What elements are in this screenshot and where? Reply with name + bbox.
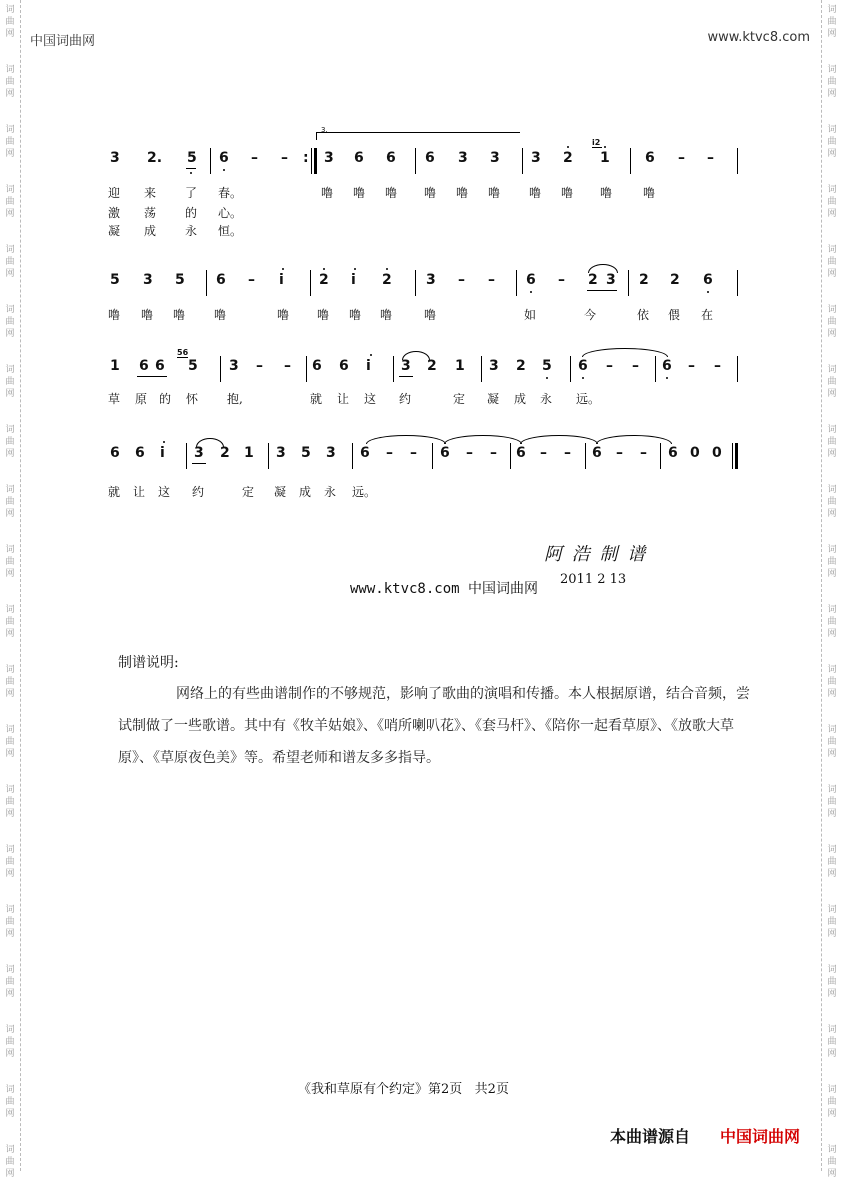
lyric: 远。 [576, 392, 601, 406]
low-dot [223, 169, 225, 171]
lyric: 依 [637, 308, 650, 322]
rest: 0 [712, 445, 722, 461]
barline [660, 443, 661, 469]
watermark-label: 词 曲 网 [827, 485, 837, 519]
note: 6 [440, 445, 450, 461]
dash: – [490, 445, 497, 461]
lyric: 噜 [214, 308, 227, 322]
lyric: 这 [364, 392, 377, 406]
watermark-label: 词 曲 网 [5, 425, 15, 459]
high-dot [354, 268, 356, 270]
note: 2. [147, 150, 163, 166]
watermark-label: 词 曲 网 [5, 65, 15, 99]
tie [366, 435, 446, 444]
note: 6 [219, 150, 229, 166]
note: 5 [175, 272, 185, 288]
barline [268, 443, 269, 469]
watermark-label: 词 曲 网 [5, 125, 15, 159]
high-dot [386, 268, 388, 270]
lyric: 凝 [487, 392, 500, 406]
lyric: 原 [135, 392, 148, 406]
header-site-name: 中国词曲网 [30, 34, 96, 49]
barline [432, 443, 433, 469]
note: 1 [110, 358, 120, 374]
note: i [351, 272, 356, 288]
note: 3 [110, 150, 120, 166]
barline [630, 148, 631, 174]
high-dot [370, 354, 372, 356]
watermark-label: 词 曲 网 [5, 965, 15, 999]
notes-body: 网络上的有些曲谱制作的不够规范，影响了歌曲的演唱和传播。本人根据原谱，结合音频，尝试制做了一些歌谱。其中有《牧羊姑娘》、《哨所喇叭花》、《套马杆》、《陪你一起看草原》、《放歌大草原》、《草原夜色美》等。希望老师和谱友多多指导。 [118, 686, 750, 766]
dash: – [466, 445, 473, 461]
high-dot [323, 268, 325, 270]
note: 3 [143, 272, 153, 288]
note: 6 [386, 150, 396, 166]
lyric: 噜 [141, 308, 154, 322]
note: 6 [312, 358, 322, 374]
lyric: 凝 [108, 224, 121, 238]
low-dot [190, 172, 192, 174]
watermark-label: 词 曲 网 [827, 425, 837, 459]
underline [399, 376, 413, 377]
dash: – [564, 445, 571, 461]
lyric: 约 [192, 485, 205, 499]
dash: – [678, 150, 685, 166]
tie [520, 435, 598, 444]
lyric: 噜 [488, 186, 501, 200]
barline [737, 356, 738, 382]
barline [737, 148, 738, 174]
watermark-label: 词 曲 网 [5, 1085, 15, 1119]
lyric: 噜 [108, 308, 121, 322]
note: 6 [155, 358, 165, 374]
watermark-label: 词 曲 网 [827, 1025, 837, 1059]
note: 6 [339, 358, 349, 374]
watermark-label: 词 曲 网 [827, 65, 837, 99]
score-row-3 [0, 348, 842, 384]
date: 2011 2 13 [560, 572, 627, 587]
underline [186, 168, 196, 169]
low-dot [666, 377, 668, 379]
watermark-label: 词 曲 网 [5, 725, 15, 759]
note: i [160, 445, 165, 461]
barline-thick [314, 148, 317, 174]
barline [510, 443, 511, 469]
dash: – [488, 272, 495, 288]
barline [415, 148, 416, 174]
note: 2 [639, 272, 649, 288]
volta-label: 3. [321, 126, 328, 134]
score-row-2 [0, 268, 842, 298]
dash: – [251, 150, 258, 166]
note: 1 [455, 358, 465, 374]
lyric: 噜 [424, 186, 437, 200]
watermark-label: 词 曲 网 [827, 785, 837, 819]
lyric: 噜 [643, 186, 656, 200]
note: 6 [110, 445, 120, 461]
note: 2 [588, 272, 598, 288]
dash: – [281, 150, 288, 166]
watermark-label: 词 曲 网 [5, 245, 15, 279]
barline [310, 270, 311, 296]
volta-bracket [316, 132, 520, 133]
rest: 0 [690, 445, 700, 461]
note: i [279, 272, 284, 288]
note: 3 [606, 272, 616, 288]
note: 3 [229, 358, 239, 374]
dash: – [714, 358, 721, 374]
dash: – [256, 358, 263, 374]
underline [192, 463, 206, 464]
note: 6 [592, 445, 602, 461]
watermark-label: 词 曲 网 [827, 1085, 837, 1119]
watermark-label: 词 曲 网 [5, 5, 15, 39]
note: 6 [662, 358, 672, 374]
note: 6 [135, 445, 145, 461]
notes-title: 制谱说明: [118, 655, 179, 671]
lyric: 噜 [561, 186, 574, 200]
note: 6 [526, 272, 536, 288]
lyric: 来 [144, 186, 157, 200]
lyric: 噜 [424, 308, 437, 322]
note: 6 [216, 272, 226, 288]
lyric: 在 [701, 308, 714, 322]
final-barline-thick [735, 443, 738, 469]
barline [655, 356, 656, 382]
barline [352, 443, 353, 469]
lyric: 了 [185, 186, 198, 200]
watermark-label: 词 曲 网 [827, 1145, 837, 1179]
note: 3 [490, 150, 500, 166]
lyric: 让 [337, 392, 350, 406]
watermark-label: 词 曲 网 [827, 5, 837, 39]
note: 6 [139, 358, 149, 374]
watermark-label: 词 曲 网 [5, 305, 15, 339]
lyric: 约 [399, 392, 412, 406]
barline [570, 356, 571, 382]
lyric: 的 [159, 392, 172, 406]
grace-note: i2 [592, 138, 601, 147]
lyric: 恒。 [218, 224, 243, 238]
high-dot [604, 146, 606, 148]
barline [737, 270, 738, 296]
dash: – [616, 445, 623, 461]
barline [522, 148, 523, 174]
lyric: 噜 [353, 186, 366, 200]
dash: – [688, 358, 695, 374]
lyric: 噜 [349, 308, 362, 322]
note: 5 [110, 272, 120, 288]
lyric: 永 [185, 224, 198, 238]
lyric: 荡 [144, 206, 157, 220]
watermark-label: 词 曲 网 [827, 125, 837, 159]
barline [516, 270, 517, 296]
site-line: www.ktvc8.com 中国词曲网 [350, 581, 539, 597]
dash: – [248, 272, 255, 288]
low-dot [582, 377, 584, 379]
lyric: 定 [242, 485, 255, 499]
note: 6 [668, 445, 678, 461]
watermark-label: 词 曲 网 [5, 185, 15, 219]
lyric: 定 [453, 392, 466, 406]
lyric: 噜 [277, 308, 290, 322]
watermark-label: 词 曲 网 [5, 605, 15, 639]
watermark-label: 词 曲 网 [827, 185, 837, 219]
lyric: 的 [185, 206, 198, 220]
lyric: 这 [158, 485, 171, 499]
note: 5 [301, 445, 311, 461]
note: 6 [703, 272, 713, 288]
high-dot [567, 146, 569, 148]
lyric: 今 [584, 308, 597, 322]
watermark-label: 词 曲 网 [827, 665, 837, 699]
note: 6 [645, 150, 655, 166]
watermark-label: 词 曲 网 [5, 845, 15, 879]
dash: – [284, 358, 291, 374]
barline [210, 148, 211, 174]
lyric: 就 [108, 485, 121, 499]
note: 3 [276, 445, 286, 461]
watermark-label: 词 曲 网 [827, 905, 837, 939]
lyric: 远。 [352, 485, 377, 499]
lyric: 如 [524, 308, 537, 322]
note: 2 [670, 272, 680, 288]
low-dot [707, 291, 709, 293]
lyric: 迎 [108, 186, 121, 200]
lyric: 噜 [529, 186, 542, 200]
lyric: 噜 [317, 308, 330, 322]
watermark-label: 词 曲 网 [5, 1025, 15, 1059]
lyric: 永 [324, 485, 337, 499]
volta-bracket-hook [316, 132, 317, 140]
lyric: 噜 [321, 186, 334, 200]
note: 3 [531, 150, 541, 166]
watermark-label: 词 曲 网 [5, 365, 15, 399]
dash: – [540, 445, 547, 461]
score-row-4 [0, 441, 842, 471]
lyric: 凝 [274, 485, 287, 499]
lyric: 噜 [385, 186, 398, 200]
watermark-label: 词 曲 网 [5, 905, 15, 939]
high-dot [163, 441, 165, 443]
lyric: 噜 [173, 308, 186, 322]
note: 6 [425, 150, 435, 166]
low-dot [530, 291, 532, 293]
note: 5 [542, 358, 552, 374]
underline [137, 376, 167, 377]
note: 6 [578, 358, 588, 374]
grace-underline [177, 357, 188, 358]
barline [415, 270, 416, 296]
note: 2 [516, 358, 526, 374]
arranger-signature: 阿 浩 制 谱 [544, 544, 648, 565]
dash: – [606, 358, 613, 374]
lyric: 永 [540, 392, 553, 406]
note: 3 [458, 150, 468, 166]
note: 5 [187, 150, 197, 166]
barline [220, 356, 221, 382]
underline [587, 290, 617, 291]
footer-page-info: 《我和草原有个约定》第2页 共2页 [298, 1082, 509, 1097]
lyric: 心。 [218, 206, 243, 220]
dash: – [458, 272, 465, 288]
note: 6 [516, 445, 526, 461]
note: 3 [326, 445, 336, 461]
lyric: 偎 [668, 308, 681, 322]
footer-source-label: 本曲谱源自 [610, 1127, 691, 1146]
watermark-label: 词 曲 网 [5, 545, 15, 579]
watermark-label: 词 曲 网 [827, 245, 837, 279]
grace-underline [592, 147, 602, 148]
note: 5 [188, 358, 198, 374]
lyric: 激 [108, 206, 121, 220]
note: 3 [489, 358, 499, 374]
lyric: 春。 [218, 186, 243, 200]
lyric: 噜 [456, 186, 469, 200]
watermark-label: 词 曲 网 [5, 785, 15, 819]
dash: – [558, 272, 565, 288]
low-dot [546, 377, 548, 379]
lyric: 成 [144, 224, 157, 238]
final-barline [732, 443, 733, 469]
note: 6 [360, 445, 370, 461]
lyric: 草 [108, 392, 121, 406]
lyric: 成 [299, 485, 312, 499]
lyric: 怀 [186, 392, 199, 406]
lyric: 就 [310, 392, 323, 406]
watermark-label: 词 曲 网 [827, 545, 837, 579]
high-dot [282, 268, 284, 270]
lyric: 抱, [227, 392, 243, 406]
dash: – [632, 358, 639, 374]
note: 2 [220, 445, 230, 461]
note: 2 [563, 150, 573, 166]
lyric: 成 [514, 392, 527, 406]
barline [393, 356, 394, 382]
watermark-label: 词 曲 网 [827, 305, 837, 339]
note: 2 [319, 272, 329, 288]
watermark-label: 词 曲 网 [5, 485, 15, 519]
watermark-label: 词 曲 网 [827, 845, 837, 879]
header-site-url: www.ktvc8.com [707, 30, 810, 45]
note: i [366, 358, 371, 374]
note: 3 [324, 150, 334, 166]
note: 3 [194, 445, 204, 461]
note: 3 [401, 358, 411, 374]
note: 1 [244, 445, 254, 461]
barline [585, 443, 586, 469]
watermark-label: 词 曲 网 [5, 665, 15, 699]
lyric: 噜 [600, 186, 613, 200]
barline [628, 270, 629, 296]
barline [311, 148, 312, 174]
watermark-label: 词 曲 网 [827, 965, 837, 999]
note: 3 [426, 272, 436, 288]
lyric: 噜 [380, 308, 393, 322]
repeat-sign: : [303, 150, 309, 166]
watermark-label: 词 曲 网 [827, 365, 837, 399]
note: 1 [600, 150, 610, 166]
watermark-label: 词 曲 网 [5, 1145, 15, 1179]
dash: – [640, 445, 647, 461]
dash: – [386, 445, 393, 461]
dash: – [707, 150, 714, 166]
note: 2 [427, 358, 437, 374]
note: 2 [382, 272, 392, 288]
watermark-label: 词 曲 网 [827, 605, 837, 639]
footer-source-link[interactable]: 中国词曲网 [720, 1127, 801, 1146]
barline [206, 270, 207, 296]
grace-note: 56 [177, 348, 189, 357]
barline [186, 443, 187, 469]
barline [481, 356, 482, 382]
note: 6 [354, 150, 364, 166]
barline [306, 356, 307, 382]
watermark-label: 词 曲 网 [827, 725, 837, 759]
dash: – [410, 445, 417, 461]
lyric: 让 [133, 485, 146, 499]
